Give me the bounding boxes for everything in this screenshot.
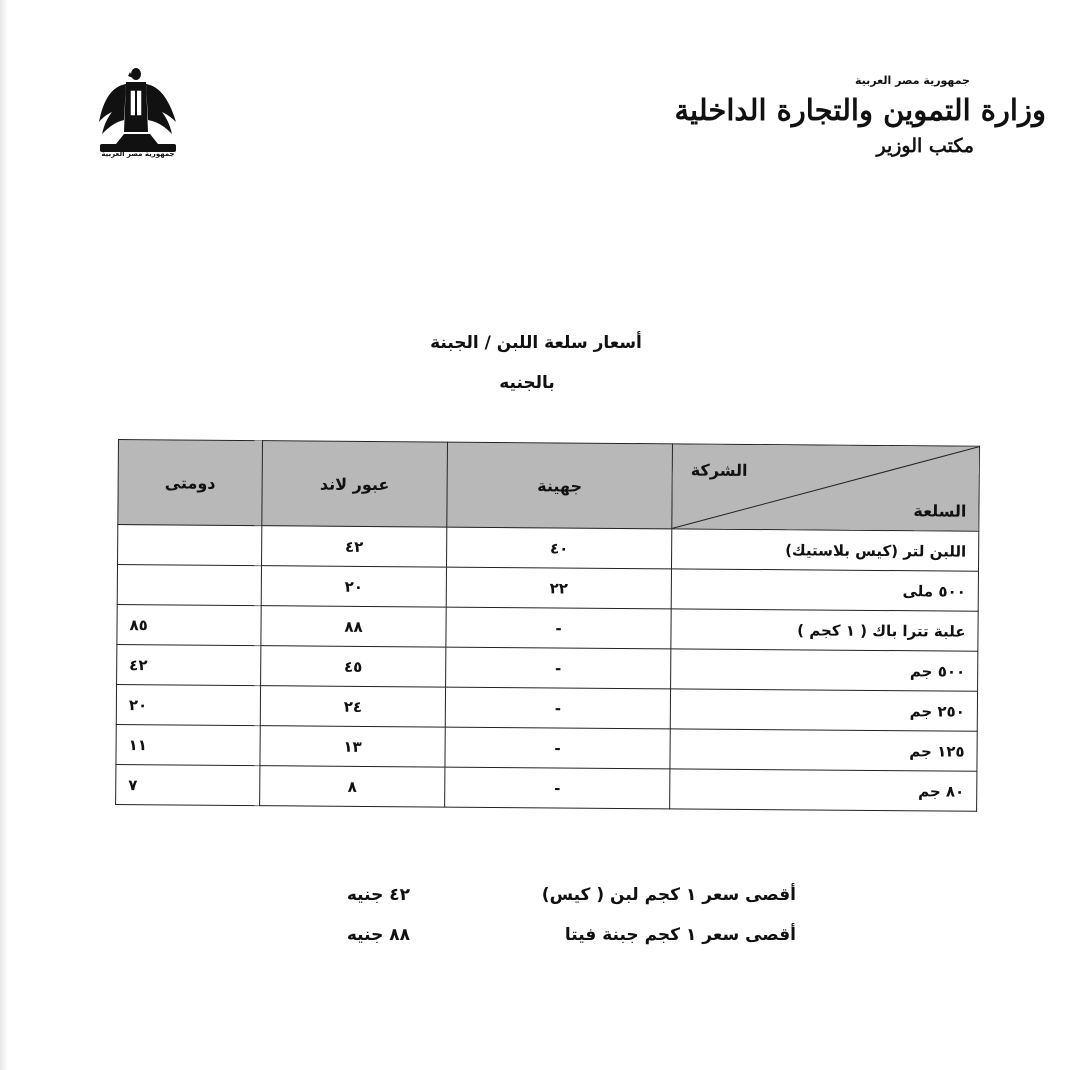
domty-price-cell	[117, 565, 261, 606]
price-table	[115, 439, 980, 812]
letterhead-republic: جمهورية مصر العربية	[855, 74, 970, 87]
domty-price-cell: ٨٥	[117, 604, 261, 645]
table-row	[117, 604, 978, 651]
eagle-emblem-icon	[96, 62, 180, 162]
item-cell: ٥٠٠ جم	[671, 649, 978, 691]
juhayna-price-cell: -	[445, 687, 670, 729]
table-row	[116, 724, 977, 771]
column-header-juhayna: جهينة	[447, 442, 673, 529]
item-cell: ٨٠ جم	[670, 769, 977, 811]
juhayna-price-cell: ٢٢	[446, 567, 671, 609]
obour-price-cell: ٨٨	[261, 606, 446, 647]
table-row	[117, 644, 978, 691]
letterhead-ministry: وزارة التموين والتجارة الداخلية	[674, 93, 1046, 127]
domty-price-cell: ٤٢	[117, 644, 261, 685]
note-cheese-text: أقصى سعر ١ كجم جبنة فيتا	[564, 925, 796, 945]
item-cell: علبة تترا باك ( ١ كجم )	[671, 609, 978, 651]
domty-price-cell	[118, 525, 262, 566]
domty-price-cell: ١١	[116, 724, 260, 765]
obour-price-cell: ١٣	[260, 726, 445, 767]
price-notes	[0, 885, 1080, 965]
obour-price-cell: ٤٥	[261, 646, 446, 687]
item-cell: ٢٥٠ جم	[670, 689, 977, 731]
item-cell: اللبن لتر (كيس بلاستيك)	[671, 529, 978, 571]
column-header-obour-land: عبور لاند	[262, 441, 448, 527]
obour-price-cell: ٤٢	[262, 526, 447, 567]
obour-price-cell: ٢٤	[260, 686, 445, 727]
note-row	[0, 885, 1080, 925]
note-milk-value: ٤٢ جنيه	[346, 885, 410, 905]
item-cell: ١٢٥ جم	[670, 729, 977, 771]
document-title	[0, 330, 1080, 396]
table-row	[118, 525, 979, 572]
column-header-domty: دومتى	[118, 440, 263, 526]
table-row	[116, 684, 977, 731]
obour-price-cell: ٨	[260, 766, 445, 807]
corner-company-label: الشركة	[690, 460, 748, 480]
item-cell: ٥٠٠ ملى	[671, 569, 978, 611]
table-row	[117, 565, 978, 612]
corner-header-cell	[672, 444, 980, 531]
letterhead-office: مكتب الوزير	[876, 135, 974, 157]
domty-price-cell: ٢٠	[116, 684, 260, 725]
letterhead	[675, 74, 1047, 158]
table-header-row	[118, 440, 980, 532]
note-milk-text: أقصى سعر ١ كجم لبن ( كيس)	[541, 885, 796, 905]
note-row	[0, 925, 1080, 965]
juhayna-price-cell: -	[445, 727, 670, 769]
title-main: أسعار سلعة اللبن / الجبنة	[430, 333, 642, 353]
juhayna-price-cell: -	[446, 607, 671, 649]
obour-price-cell: ٢٠	[261, 566, 446, 607]
emblem-caption: جمهورية مصر العربية	[101, 150, 175, 158]
juhayna-price-cell: -	[445, 767, 670, 809]
title-unit: بالجنيه	[499, 373, 555, 393]
juhayna-price-cell: -	[446, 647, 671, 689]
juhayna-price-cell: ٤٠	[447, 527, 672, 569]
corner-item-label: السلعة	[913, 501, 967, 521]
domty-price-cell: ٧	[116, 764, 260, 805]
table-row	[116, 764, 977, 811]
note-cheese-value: ٨٨ جنيه	[346, 925, 410, 945]
